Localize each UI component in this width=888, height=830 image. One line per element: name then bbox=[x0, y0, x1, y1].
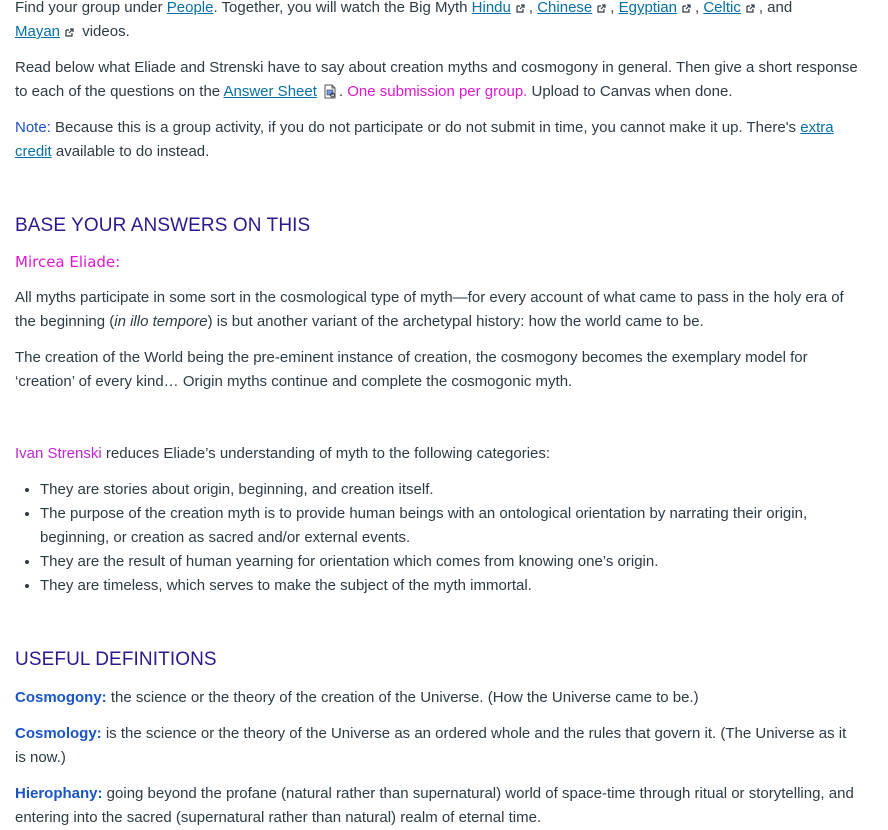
comma: , bbox=[610, 0, 615, 16]
categories-list bbox=[15, 478, 860, 598]
definition-cosmology bbox=[15, 722, 860, 770]
quote-text-2: ) is but another variant of the archetypal history: how the world came to be. bbox=[207, 313, 704, 330]
eliade-quote-1 bbox=[15, 286, 860, 334]
one-submission-notice: One submission per group. bbox=[347, 83, 528, 100]
comma: , bbox=[694, 0, 700, 16]
intro-text-2: . Together, you will watch the Big Myth bbox=[213, 0, 472, 16]
hindu-video-link[interactable]: Hindu bbox=[471, 0, 511, 16]
instructions-paragraph bbox=[15, 56, 860, 104]
egyptian-video-link[interactable]: Egyptian bbox=[618, 0, 677, 16]
external-link-icon bbox=[682, 4, 691, 13]
definition-cosmogony bbox=[15, 686, 860, 710]
intro-paragraph bbox=[15, 0, 860, 44]
chinese-video-link[interactable]: Chinese bbox=[537, 0, 593, 16]
extra-credit-link[interactable]: extra credit bbox=[15, 119, 834, 160]
base-answers-heading: BASE YOUR ANSWERS ON THIS bbox=[15, 215, 311, 236]
document-preview-icon[interactable] bbox=[323, 83, 337, 98]
videos-text: videos. bbox=[82, 23, 130, 40]
definition-text: going beyond the profane (natural rather than supernatural) world of space-time through ritual or storytelling, and entering into the sacred (supernatural rather than natural) realm of eternal time. bbox=[15, 785, 854, 826]
latin-phrase: in illo tempore bbox=[114, 313, 208, 330]
note-text: Because this is a group activity, if you do not participate or do not submit in time, you cannot make it up. There's bbox=[50, 119, 801, 136]
external-link-icon bbox=[597, 4, 606, 13]
celtic-video-link[interactable]: Celtic bbox=[703, 0, 741, 16]
people-link[interactable]: People bbox=[166, 0, 214, 16]
definition-hierophany bbox=[15, 782, 860, 830]
useful-definitions-heading: USEFUL DEFINITIONS bbox=[15, 649, 217, 670]
mayan-video-link[interactable]: Mayan bbox=[15, 23, 61, 40]
upload-text: Upload to Canvas when done. bbox=[527, 83, 733, 100]
external-link-icon bbox=[65, 28, 74, 37]
quote-text: All myths participate in some sort in the cosmological type of myth—for every account of what came to pass in the holy era of the beginning ( bbox=[15, 289, 844, 330]
and-text: , and bbox=[758, 0, 793, 16]
answer-sheet-link[interactable]: Answer Sheet bbox=[223, 83, 317, 100]
strenski-paragraph bbox=[15, 442, 860, 466]
definition-term: Cosmogony: bbox=[15, 689, 107, 706]
comma: , bbox=[528, 0, 534, 16]
definition-text: is the science or the theory of the Universe as an ordered whole and the rules that govern it. (The Universe as it is now.) bbox=[15, 725, 847, 766]
note-text-2: available to do instead. bbox=[51, 143, 210, 160]
definition-text: the science or the theory of the creation of the Universe. (How the Universe came to be.) bbox=[106, 689, 699, 706]
list-item: • They are the result of human yearning for orientation which comes from knowing one’s origin. bbox=[40, 550, 860, 574]
note-label: Note: bbox=[15, 119, 51, 136]
list-item: • They are stories about origin, beginning, and creation itself. bbox=[40, 478, 860, 502]
period: . bbox=[338, 83, 344, 100]
definition-term: Hierophany: bbox=[15, 785, 103, 802]
instructions-text: Read below what Eliade and Strenski have to say about creation myths and cosmogony in general. Then give a short response to each of the questions on the bbox=[15, 59, 858, 100]
definition-term: Cosmology: bbox=[15, 725, 102, 742]
list-item: • They are timeless, which serves to make the subject of the myth immortal. bbox=[40, 574, 860, 598]
external-link-icon bbox=[746, 4, 755, 13]
note-paragraph bbox=[15, 116, 860, 164]
strenski-text: reduces Eliade’s understanding of myth to the following categories: bbox=[101, 445, 551, 462]
strenski-name: Ivan Strenski bbox=[15, 445, 102, 462]
eliade-label: Mircea Eliade: bbox=[15, 253, 121, 271]
list-item: • The purpose of the creation myth is to provide human beings with an ontological orientation by narrating their origin, beginning, or creation as sacred and/or external events. bbox=[40, 502, 860, 550]
intro-text: Find your group under bbox=[15, 0, 167, 16]
external-link-icon bbox=[516, 4, 525, 13]
eliade-quote-2: The creation of the World being the pre-eminent instance of creation, the cosmogony becomes the exemplary model for ‘creation’ of every kind… Origin myths continue and complete the cosmogonic myth. bbox=[15, 349, 808, 390]
